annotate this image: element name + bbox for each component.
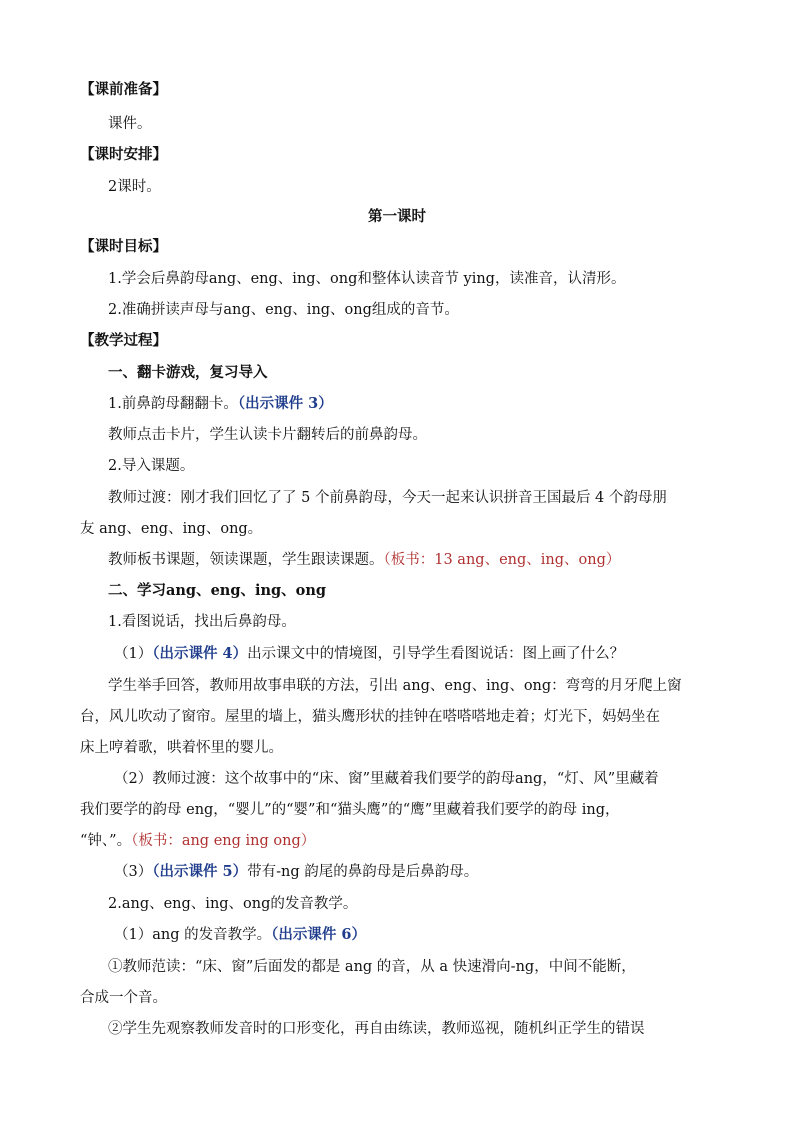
text-line: ②学生先观察教师发音时的口形变化，再自由练读，教师巡视，随机纠正学生的错误 xyxy=(108,1021,645,1037)
heading-goals: 【课时目标】 xyxy=(80,238,167,255)
text-line: 床上哼着歌，哄着怀里的婴儿。 xyxy=(80,740,283,756)
text-span: 教师板书课题，领读课题，学生跟读课题。 xyxy=(108,552,384,568)
heading-preparation: 【课前准备】 xyxy=(80,81,167,98)
courseware-note: （出示课件 6） xyxy=(271,926,366,943)
text-line: 我们要学的韵母 eng，“婴儿”的“婴”和“猫头鹰”的“鹰”里藏着我们要学的韵母 ing， xyxy=(80,802,620,818)
text-span: “钟、”。 xyxy=(80,833,132,849)
text-line: （2）教师过渡：这个故事中的“床、窗”里藏着我们要学的韵母ang，“灯、风”里藏着 xyxy=(114,771,659,787)
heading-process: 【教学过程】 xyxy=(80,332,167,349)
text-line: 台，风儿吹动了窗帘。屋里的墙上，猫头鹰形状的挂钟在嗒嗒嗒地走着；灯光下，妈妈坐在 xyxy=(80,709,660,725)
text-line xyxy=(80,831,794,851)
board-note: （板书：ang eng ing ong） xyxy=(131,833,316,849)
text-line: 课件。 xyxy=(108,116,152,132)
text-line: ①教师范读：“床、窗”后面发的都是 ang 的音，从 a 快速滑向-ng，中间不能断， xyxy=(108,959,636,975)
text-line: 教师过渡：刚才我们回忆了了 5 个前鼻韵母，今天一起来认识拼音王国最后 4 个韵母朋 xyxy=(108,490,667,506)
text-span: 带有-ng 韵尾的鼻韵母是后鼻韵母。 xyxy=(247,864,479,880)
text-line: 1.看图说话，找出后鼻韵母。 xyxy=(108,614,296,630)
text-span: 1.前鼻韵母翻翻卡。 xyxy=(108,396,238,412)
subheading-two: 二、学习ang、eng、ing、ong xyxy=(108,582,327,599)
text-line xyxy=(108,394,794,414)
courseware-note: （出示课件 4） xyxy=(152,645,248,662)
text-line: 2.ang、eng、ing、ong的发音教学。 xyxy=(108,896,358,912)
text-span: （1） xyxy=(114,646,153,662)
text-line xyxy=(114,862,794,882)
section-title: 第一课时 xyxy=(368,208,426,225)
text-line: 友 ang、eng、ing、ong。 xyxy=(80,521,263,537)
courseware-note: （出示课件 5） xyxy=(152,863,248,880)
text-line: 2.准确拼读声母与ang、eng、ing、ong组成的音节。 xyxy=(108,302,459,318)
text-span: （3） xyxy=(114,864,153,880)
text-span: （1）ang 的发音教学。 xyxy=(114,927,272,943)
text-line: 1.学会后鼻韵母ang、eng、ing、ong和整体认读音节 ying，读准音，认清形。 xyxy=(108,271,626,287)
text-line xyxy=(114,644,794,664)
text-line: 教师点击卡片，学生认读卡片翻转后的前鼻韵母。 xyxy=(108,427,427,443)
text-line: 学生举手回答，教师用故事串联的方法，引出 ang、eng、ing、ong：弯弯的月牙爬上窗 xyxy=(108,678,682,694)
heading-schedule: 【课时安排】 xyxy=(80,146,167,163)
board-note: （板书：13 ang、eng、ing、ong） xyxy=(383,552,621,568)
text-line: 2.导入课题。 xyxy=(108,458,195,474)
subheading-one: 一、翻卡游戏，复习导入 xyxy=(108,364,268,381)
text-line: 2课时。 xyxy=(108,179,161,195)
courseware-note: （出示课件 3） xyxy=(237,395,333,412)
text-line: 合成一个音。 xyxy=(80,990,167,1006)
text-line xyxy=(108,550,794,570)
text-span: 出示课文中的情境图，引导学生看图说话：图上画了什么？ xyxy=(247,646,625,662)
text-line xyxy=(114,925,794,945)
